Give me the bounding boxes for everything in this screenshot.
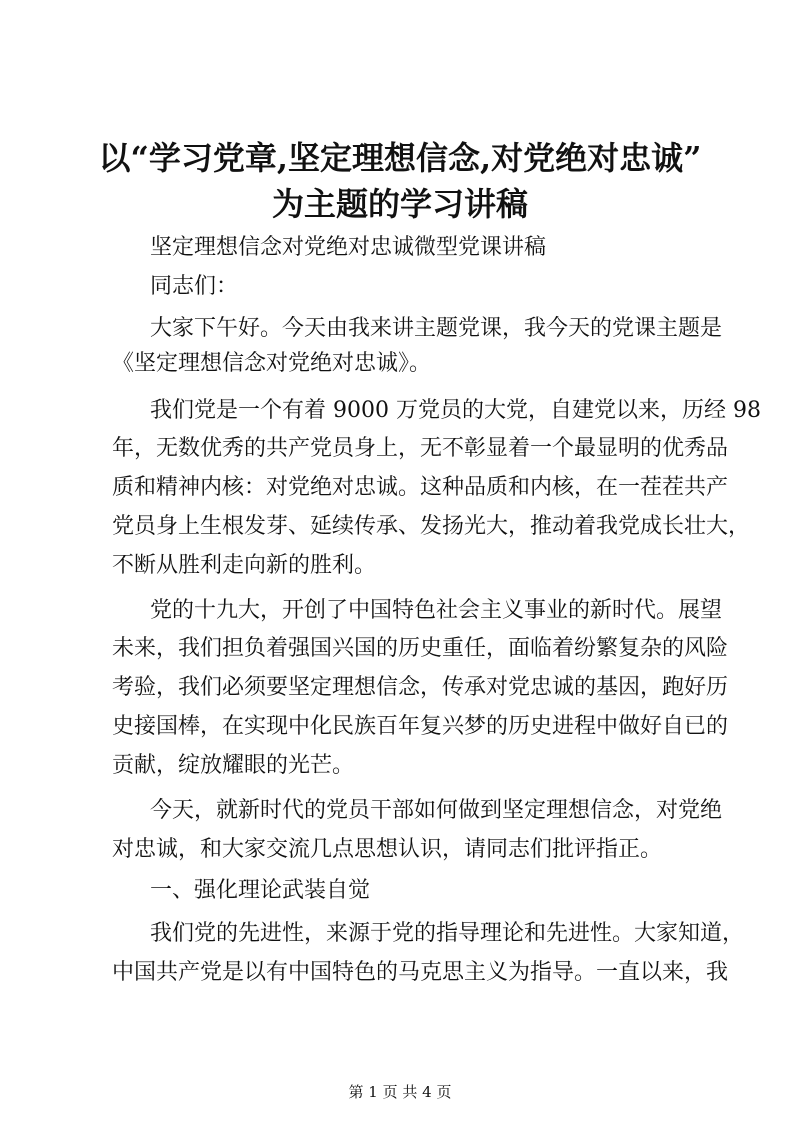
document-subtitle: 坚定理想信念对党绝对忠诚微型党课讲稿 [150, 235, 547, 260]
paragraph-3-line-4: 史接国棒，在实现中化民族百年复兴梦的历史进程中做好自已的 [112, 714, 729, 739]
document-title-line-2: 为主题的学习讲稿 [271, 185, 528, 223]
paragraph-2-line-1: 我们党是一个有着 9000 万党员的大党，自建党以来，历经 98 [150, 398, 761, 423]
salutation: 同志们： [150, 274, 239, 299]
paragraph-2-line-2: 年，无数优秀的共产党员身上，无不彰显着一个最显明的优秀品 [112, 436, 729, 461]
paragraph-2-line-3: 质和精神内核：对党绝对忠诚。这种品质和内核，在一茬茬共产 [112, 475, 729, 500]
paragraph-3-line-3: 考验，我们必须要坚定理想信念，传承对党忠诚的基因，跑好历 [112, 675, 729, 700]
paragraph-4-line-2: 对忠诚，和大家交流几点思想认识，请同志们批评指正。 [112, 837, 663, 862]
paragraph-3-line-2: 未来，我们担负着强国兴国的历史重任，面临着纷繁复杂的风险 [112, 636, 729, 661]
paragraph-2-line-5: 不断从胜利走向新的胜利。 [112, 553, 377, 578]
paragraph-3-line-5: 贡献，绽放耀眼的光芒。 [112, 753, 355, 778]
page-footer: 第 1 页 共 4 页 [348, 1083, 452, 1101]
paragraph-3-line-1: 党的十九大，开创了中国特色社会主义事业的新时代。展望 [150, 598, 723, 623]
paragraph-5-line-2: 中国共产党是以有中国特色的马克思主义为指导。一直以来，我 [112, 960, 729, 985]
section-heading-1: 一、强化理论武装自觉 [150, 878, 371, 903]
paragraph-5-line-1: 我们党的先进性，来源于党的指导理论和先进性。大家知道， [150, 921, 745, 946]
paragraph-2-line-4: 党员身上生根发芽、延续传承、发扬光大，推动着我党成长壮大， [112, 514, 751, 539]
paragraph-1-line-2: 《坚定理想信念对党绝对忠诚》。 [112, 351, 432, 376]
paragraph-1-line-1: 大家下午好。今天由我来讲主题党课，我今天的党课主题是 [150, 316, 723, 341]
document-title-line-1: 以“学习党章,坚定理想信念,对党绝对忠诚” [98, 139, 702, 177]
paragraph-4-line-1: 今天，就新时代的党员干部如何做到坚定理想信念，对党绝 [150, 798, 723, 823]
